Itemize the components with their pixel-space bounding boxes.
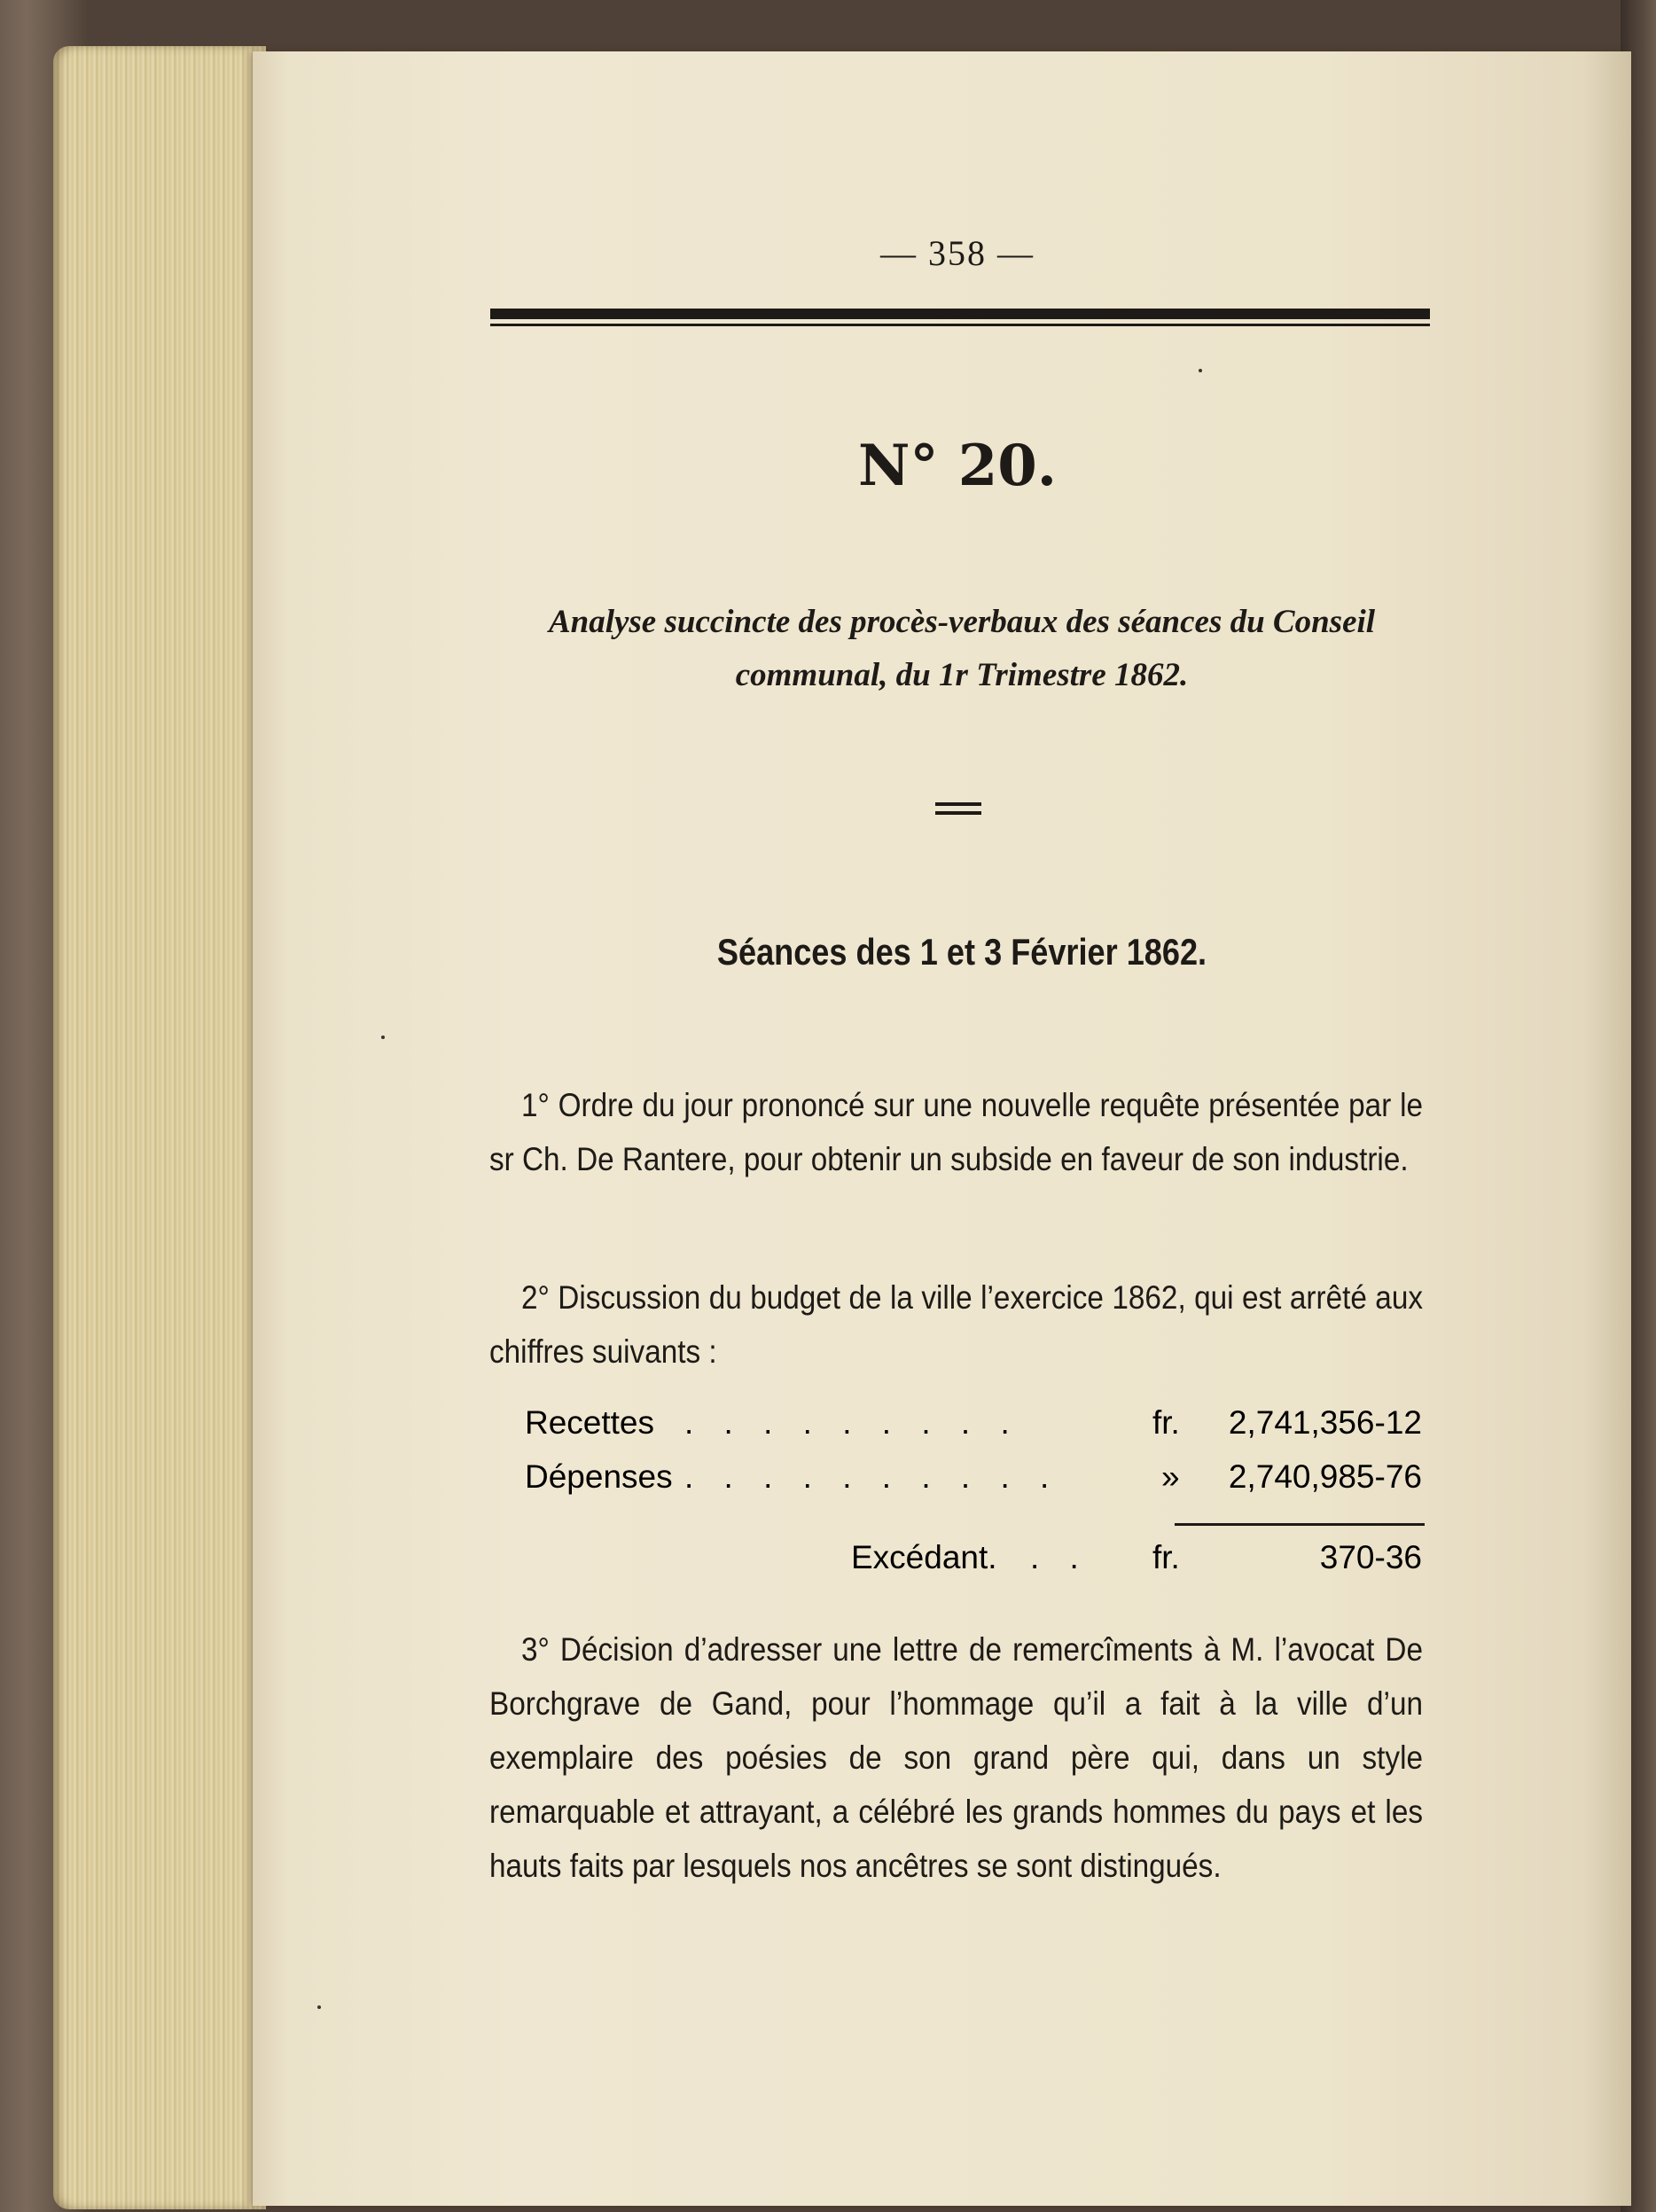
depenses-amount: 2,740,985-76 <box>1228 1458 1422 1495</box>
depenses-currency: » <box>1161 1458 1180 1495</box>
recettes-amount: 2,741,356-12 <box>1228 1404 1422 1441</box>
recettes-currency: fr. <box>1152 1404 1180 1441</box>
recettes-leader-dots: . . . . . . . . . <box>684 1404 1020 1441</box>
depenses-leader-dots: . . . . . . . . . . <box>684 1458 1060 1495</box>
item-2-paragraph: 2° Discussion du budget de la ville l’exercice 1862, qui est arrêté aux chiffres suivants : <box>489 1279 1423 1370</box>
depenses-label: Dépenses <box>525 1458 673 1495</box>
ledger-row-excedant <box>525 1539 1422 1589</box>
excedant-label: Excédant. <box>851 1539 997 1575</box>
print-speck <box>1199 369 1202 372</box>
subtitle-line-1: Analyse succincte des procès-verbaux des séances du Conseil <box>548 604 1376 640</box>
sum-rule <box>1175 1523 1425 1526</box>
excedant-amount: 370-36 <box>1319 1539 1422 1575</box>
document-subtitle <box>492 596 1432 702</box>
item-3-paragraph: 3° Décision d’adresser une lettre de remercîments à M. l’avocat De Borchgrave de Gand, pour l’hommage qu’il a fait à la ville d’un exemplaire des poésies de son grand père qui, dans un style remarquable et attrayant, a célébré les grands hommes du pays et les hauts faits par lesquels nos ancêtres se sont distingués. <box>489 1631 1423 1884</box>
document-number: N° 20. <box>857 433 1058 499</box>
header-rule-thick <box>490 309 1430 319</box>
excedant-currency: fr. <box>1152 1539 1180 1575</box>
ledger-row-recettes <box>525 1404 1422 1454</box>
print-speck <box>317 2005 321 2009</box>
print-speck <box>381 1036 385 1039</box>
ledger-row-depenses <box>525 1458 1422 1508</box>
page-number: — 358 — <box>880 233 1035 273</box>
item-1-paragraph: 1° Ordre du jour prononcé sur une nouvelle requête présentée par le sr Ch. De Rantere, pour obtenir un subside en faveur de son industrie. <box>489 1087 1423 1177</box>
page-edges <box>53 46 266 2209</box>
session-heading: Séances des 1 et 3 Février 1862. <box>716 931 1207 973</box>
subtitle-line-2: communal, du 1r Trimestre 1862. <box>735 657 1189 693</box>
recettes-label: Recettes <box>525 1404 655 1441</box>
header-rule-thin <box>490 324 1430 326</box>
separator-rule-bottom <box>935 811 981 815</box>
excedant-leader-dots: . . <box>1030 1539 1090 1575</box>
separator-rule-top <box>935 802 981 806</box>
